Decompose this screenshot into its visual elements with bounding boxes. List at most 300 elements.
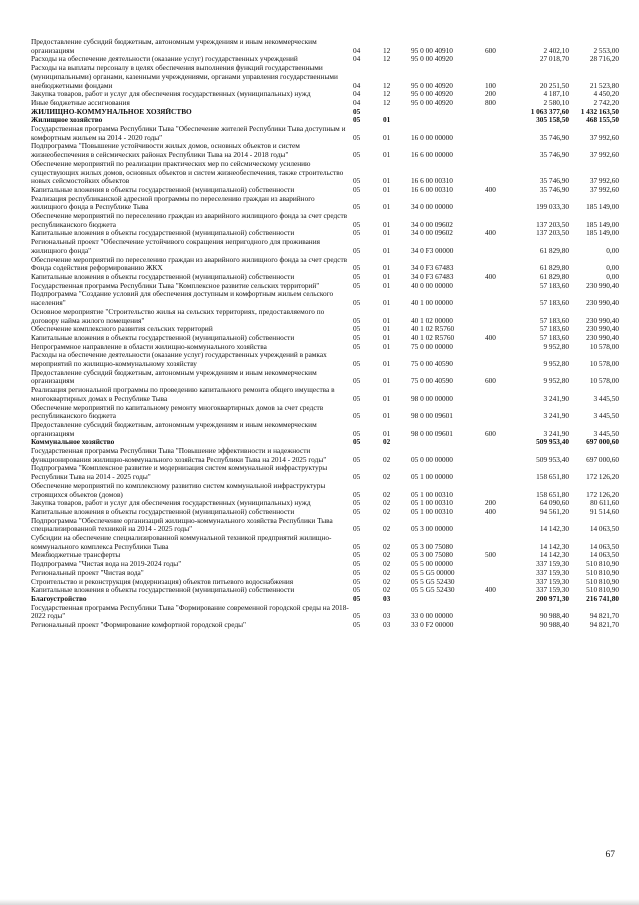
row-name: Государственная программа Республики Тыва "Комплексное развитие сельских территорий" bbox=[31, 281, 320, 290]
target-article-code: 34 0 00 09602 bbox=[411, 219, 453, 229]
target-article-code: 05 3 00 75080 bbox=[411, 551, 453, 560]
subsection-code: 01 bbox=[383, 428, 391, 438]
expense-type-code bbox=[485, 482, 519, 499]
row-name: Реализация республиканской адресной программы по переселению граждан из аварийного жилищного фонда в Республике Тыва bbox=[31, 194, 315, 212]
row-name: Расходы на обеспечение деятельности (оказание услуг) государственных учреждений в рамках мероприятий по жилищно-коммунальному хозяйству bbox=[31, 351, 327, 369]
amount-year-1: 337 159,30 bbox=[536, 560, 569, 569]
section-code: 05 bbox=[353, 438, 361, 447]
amount-year-2: 3 445,50 bbox=[593, 411, 619, 421]
section-code: 05 bbox=[353, 132, 361, 142]
subsection-code: 03 bbox=[383, 611, 391, 621]
amount-year-1: 35 746,90 bbox=[539, 150, 569, 160]
table-row bbox=[31, 282, 619, 291]
amount-year-2: 185 149,00 bbox=[586, 229, 619, 238]
amount-year-2: 697 000,60 bbox=[586, 438, 619, 447]
amount-year-1: 14 142,30 bbox=[539, 541, 569, 551]
subsection-code: 01 bbox=[383, 263, 391, 273]
subsection-code: 03 bbox=[383, 621, 391, 630]
table-row bbox=[31, 447, 619, 464]
amount-year-2: 510 810,90 bbox=[586, 586, 619, 595]
amount-year-1: 57 183,60 bbox=[539, 298, 569, 308]
row-name: Капитальные вложения в объекты государственной (муниципальной) собственности bbox=[31, 586, 295, 595]
amount-year-2: 37 992,60 bbox=[589, 150, 619, 160]
section-code: 05 bbox=[353, 621, 361, 630]
subsection-code: 01 bbox=[383, 185, 391, 194]
table-row bbox=[31, 238, 619, 255]
row-name: Государственная программа Республики Тыва "Повышение эффективности и надежности функционирования жилищно-коммунального хозяйства Республики Тыва на 2014 - 2025 годы" bbox=[31, 447, 327, 464]
table-row bbox=[31, 534, 619, 551]
expense-type-code bbox=[485, 560, 519, 569]
section-code: 05 bbox=[353, 245, 361, 255]
amount-year-2: 14 063,50 bbox=[589, 551, 619, 560]
amount-year-2: 14 063,50 bbox=[589, 541, 619, 551]
row-name: Государственная программа Республики Тыва "Обеспечение жителей Республики Тыва доступным и комфортным жильем на 2014 - 2020 годы" bbox=[31, 125, 346, 142]
page-number: 67 bbox=[605, 850, 615, 860]
expense-type-code: 600 bbox=[485, 428, 496, 438]
expense-type-code: 400 bbox=[485, 185, 496, 194]
section-code: 05 bbox=[353, 551, 361, 560]
target-article-code: 95 0 00 40920 bbox=[411, 80, 453, 90]
table-row bbox=[31, 125, 619, 142]
target-article-code: 05 3 00 75080 bbox=[411, 541, 453, 551]
table-row bbox=[31, 195, 619, 212]
row-name: Предоставление субсидий бюджетным, автономным учреждениям и иным некоммерческим организациям bbox=[31, 420, 317, 438]
expense-type-code bbox=[485, 343, 519, 352]
amount-year-1: 64 090,60 bbox=[539, 499, 569, 508]
row-name: Подпрограмма "Чистая вода на 2019-2024 годы" bbox=[31, 560, 182, 569]
table-row bbox=[31, 343, 619, 352]
amount-year-1: 3 241,90 bbox=[543, 393, 569, 403]
subsection-code: 01 bbox=[383, 376, 391, 386]
amount-year-2: 510 810,90 bbox=[586, 577, 619, 586]
expense-type-code bbox=[485, 212, 519, 229]
table-row bbox=[31, 386, 619, 403]
amount-year-2: 510 810,90 bbox=[586, 560, 619, 569]
expense-type-code bbox=[485, 256, 519, 273]
table-row bbox=[31, 499, 619, 508]
subsection-code: 01 bbox=[383, 176, 391, 186]
table-row bbox=[31, 308, 619, 325]
subsection-code: 02 bbox=[383, 472, 391, 482]
amount-year-1: 2 402,10 bbox=[543, 45, 569, 55]
target-article-code: 05 1 00 00310 bbox=[411, 489, 453, 499]
section-code: 05 bbox=[353, 359, 361, 369]
amount-year-2: 510 810,90 bbox=[586, 568, 619, 577]
target-article-code bbox=[411, 108, 485, 117]
expense-type-code: 200 bbox=[485, 90, 496, 99]
section-code: 05 bbox=[353, 577, 361, 586]
table-row bbox=[31, 99, 619, 108]
section-code: 05 bbox=[353, 281, 361, 290]
subsection-code: 01 bbox=[383, 333, 391, 342]
table-row bbox=[31, 90, 619, 99]
target-article-code: 05 5 G5 00000 bbox=[411, 568, 455, 577]
table-row bbox=[31, 421, 619, 438]
target-article-code: 40 1 02 R5760 bbox=[411, 325, 455, 334]
amount-year-1: 3 241,90 bbox=[543, 411, 569, 421]
budget-table bbox=[31, 38, 619, 630]
table-row bbox=[31, 551, 619, 560]
row-name: Капитальные вложения в объекты государственной (муниципальной) собственности bbox=[31, 507, 295, 516]
target-article-code: 34 0 00 00000 bbox=[411, 202, 453, 212]
amount-year-2: 10 578,00 bbox=[589, 359, 619, 369]
subsection-code: 02 bbox=[383, 577, 391, 586]
subsection-code: 12 bbox=[383, 45, 391, 55]
amount-year-1: 57 183,60 bbox=[539, 333, 569, 342]
subsection-code: 01 bbox=[383, 202, 391, 212]
expense-type-code bbox=[485, 404, 519, 421]
amount-year-2: 2 553,00 bbox=[593, 45, 619, 55]
amount-year-2: 4 450,20 bbox=[593, 90, 619, 99]
section-code: 04 bbox=[353, 98, 361, 107]
section-code: 05 bbox=[353, 411, 361, 421]
subsection-code: 01 bbox=[383, 325, 391, 334]
section-code: 05 bbox=[353, 428, 361, 438]
row-name: Государственная программа Республики Тыва "Формирование современной городской среды на 2018-2022 годы" bbox=[31, 603, 349, 621]
amount-year-1: 337 159,30 bbox=[536, 568, 569, 577]
row-name: Обеспечение мероприятий по переселению граждан из аварийного жилищного фонда за счет средств Фонда содействия реформированию ЖКХ bbox=[31, 255, 348, 273]
expense-type-code: 400 bbox=[485, 507, 496, 516]
expense-type-code: 600 bbox=[485, 45, 496, 55]
subsection-code: 01 bbox=[383, 132, 391, 142]
amount-year-2: 37 992,60 bbox=[589, 185, 619, 194]
section-code: 05 bbox=[353, 595, 361, 603]
amount-year-2: 37 992,60 bbox=[589, 132, 619, 142]
expense-type-code: 500 bbox=[485, 551, 496, 560]
section-code: 04 bbox=[353, 55, 361, 64]
expense-type-code: 400 bbox=[485, 229, 496, 238]
target-article-code: 16 6 00 00310 bbox=[411, 176, 453, 186]
section-code: 05 bbox=[353, 376, 361, 386]
subsection-code: 01 bbox=[383, 411, 391, 421]
expense-type-code bbox=[485, 290, 519, 307]
section-code: 05 bbox=[353, 472, 361, 482]
target-article-code: 05 3 00 00000 bbox=[411, 524, 453, 534]
amount-year-1: 35 746,90 bbox=[539, 176, 569, 186]
expense-type-code bbox=[485, 578, 519, 587]
expense-type-code bbox=[485, 238, 519, 255]
amount-year-2: 0,00 bbox=[606, 272, 619, 281]
target-article-code: 34 0 F3 00000 bbox=[411, 245, 454, 255]
target-article-code: 33 0 00 00000 bbox=[411, 611, 453, 621]
amount-year-1: 57 183,60 bbox=[539, 315, 569, 325]
amount-year-2: 185 149,00 bbox=[586, 219, 619, 229]
row-name: Субсидии на обеспечение специализированной коммунальной техникой предприятий жилищно-коммунального комплекса Республики Тыва bbox=[31, 534, 332, 551]
amount-year-1: 337 159,30 bbox=[536, 577, 569, 586]
section-code: 05 bbox=[353, 524, 361, 534]
target-article-code: 05 1 00 00310 bbox=[411, 499, 453, 508]
expense-type-code bbox=[485, 621, 519, 630]
table-row bbox=[31, 517, 619, 534]
amount-year-2: 230 990,40 bbox=[586, 281, 619, 290]
section-code: 05 bbox=[353, 454, 361, 464]
target-article-code: 05 5 00 00000 bbox=[411, 560, 453, 569]
row-name: Закупка товаров, работ и услуг для обеспечения государственных (муниципальных) нужд bbox=[31, 499, 311, 508]
amount-year-1: 35 746,90 bbox=[539, 132, 569, 142]
amount-year-1: 200 971,30 bbox=[536, 595, 569, 603]
section-code: 05 bbox=[353, 263, 361, 273]
section-code: 05 bbox=[353, 219, 361, 229]
target-article-code: 40 0 00 00000 bbox=[411, 281, 453, 290]
expense-type-code bbox=[485, 386, 519, 403]
subsection-code: 02 bbox=[383, 438, 391, 447]
target-article-code: 05 5 G5 52430 bbox=[411, 586, 455, 595]
amount-year-1: 137 203,50 bbox=[536, 229, 569, 238]
row-name: Капитальные вложения в объекты государственной (муниципальной) собственности bbox=[31, 185, 295, 194]
amount-year-1: 90 988,40 bbox=[539, 621, 569, 630]
subsection-code: 02 bbox=[383, 499, 391, 508]
amount-year-1: 2 580,10 bbox=[543, 98, 569, 107]
amount-year-2: 28 716,20 bbox=[589, 55, 619, 64]
row-name: Подпрограмма "Комплексное развитие и модернизация систем коммунальной инфраструктуры Республики Тыва на 2014 - 2025 годы" bbox=[31, 464, 328, 482]
amount-year-1: 509 953,40 bbox=[536, 454, 569, 464]
amount-year-2: 3 445,50 bbox=[593, 393, 619, 403]
subsection-code: 01 bbox=[383, 298, 391, 308]
target-article-code: 95 0 00 40920 bbox=[411, 98, 453, 107]
table-row bbox=[31, 578, 619, 587]
section-code: 05 bbox=[353, 333, 361, 342]
table-row bbox=[31, 404, 619, 421]
section-code: 05 bbox=[353, 568, 361, 577]
amount-year-1: 14 142,30 bbox=[539, 524, 569, 534]
expense-type-code bbox=[485, 464, 519, 481]
amount-year-2: 10 578,00 bbox=[589, 342, 619, 351]
section-code: 05 bbox=[353, 611, 361, 621]
subsection-code: 01 bbox=[383, 245, 391, 255]
subsection-code: 02 bbox=[383, 551, 391, 560]
row-name: Подпрограмма "Обеспечение организаций жилищно-коммунального хозяйства Республики Тыва специализированной техникой на 2014 - 2025 годы" bbox=[31, 516, 333, 534]
amount-year-2: 2 742,20 bbox=[593, 98, 619, 107]
expense-type-code bbox=[485, 116, 519, 125]
table-row bbox=[31, 38, 619, 55]
table-row bbox=[31, 212, 619, 229]
subsection-code: 01 bbox=[383, 272, 391, 281]
row-name: Подпрограмма "Повышение устойчивости жилых домов, основных объектов и систем жизнеобеспечения в сейсмических районах Республики Тыва на 2014 - 2018 годы" bbox=[31, 142, 300, 160]
row-name: Региональный проект "Чистая вода" bbox=[31, 568, 144, 577]
target-article-code: 40 1 00 00000 bbox=[411, 298, 453, 308]
table-row bbox=[31, 482, 619, 499]
section-code: 05 bbox=[353, 315, 361, 325]
amount-year-1: 137 203,50 bbox=[536, 219, 569, 229]
subsection-code: 02 bbox=[383, 454, 391, 464]
table-row bbox=[31, 256, 619, 273]
amount-year-2: 0,00 bbox=[606, 263, 619, 273]
expense-type-code bbox=[485, 282, 519, 291]
subsection-code: 02 bbox=[383, 568, 391, 577]
target-article-code: 95 0 00 40910 bbox=[411, 45, 453, 55]
amount-year-2: 94 821,70 bbox=[589, 621, 619, 630]
target-article-code: 34 0 F3 67483 bbox=[411, 272, 454, 281]
row-name: ЖИЛИЩНО-КОММУНАЛЬНОЕ ХОЗЯЙСТВО bbox=[31, 107, 192, 116]
row-name: Закупка товаров, работ и услуг для обеспечения государственных (муниципальных) нужд bbox=[31, 90, 311, 99]
amount-year-1: 3 241,90 bbox=[543, 428, 569, 438]
section-total-row bbox=[31, 116, 619, 125]
table-row bbox=[31, 464, 619, 481]
section-code: 04 bbox=[353, 90, 361, 99]
target-article-code: 40 1 02 00000 bbox=[411, 315, 453, 325]
target-article-code: 98 0 00 09601 bbox=[411, 428, 453, 438]
amount-year-2: 697 000,60 bbox=[586, 454, 619, 464]
amount-year-1: 158 651,80 bbox=[536, 472, 569, 482]
amount-year-1: 305 158,50 bbox=[536, 116, 569, 125]
section-code: 05 bbox=[353, 298, 361, 308]
target-article-code: 05 5 G5 52430 bbox=[411, 577, 455, 586]
row-name: Строительство и реконструкция (модернизация) объектов питьевого водоснабжения bbox=[31, 577, 294, 586]
amount-year-1: 199 033,30 bbox=[536, 202, 569, 212]
subsection-code: 02 bbox=[383, 586, 391, 595]
subsection-code: 12 bbox=[383, 80, 391, 90]
amount-year-2: 3 445,50 bbox=[593, 428, 619, 438]
table-row bbox=[31, 334, 619, 343]
expense-type-code bbox=[485, 142, 519, 159]
row-name: Предоставление субсидий бюджетным, автономным учреждениям и иным некоммерческим организациям bbox=[31, 38, 317, 55]
section-code: 05 bbox=[353, 586, 361, 595]
row-name: Жилищное хозяйство bbox=[31, 116, 103, 125]
expense-type-code bbox=[485, 325, 519, 334]
row-name: Капитальные вложения в объекты государственной (муниципальной) собственности bbox=[31, 333, 295, 342]
target-article-code: 34 0 F3 67483 bbox=[411, 263, 454, 273]
amount-year-2: 80 611,60 bbox=[590, 499, 619, 508]
table-row bbox=[31, 325, 619, 334]
amount-year-2: 37 992,60 bbox=[589, 176, 619, 186]
table-row bbox=[31, 569, 619, 578]
expense-type-code bbox=[485, 351, 519, 368]
target-article-code: 98 0 00 09601 bbox=[411, 411, 453, 421]
amount-year-1: 337 159,30 bbox=[536, 586, 569, 595]
subsection-code: 01 bbox=[383, 219, 391, 229]
row-name: Обеспечение комплексного развития сельских территорий bbox=[31, 325, 213, 334]
table-row bbox=[31, 369, 619, 386]
target-article-code: 75 0 00 40590 bbox=[411, 376, 453, 386]
section-code: 04 bbox=[353, 45, 361, 55]
row-name: Предоставление субсидий бюджетным, автономным учреждениям и иным некоммерческим организациям bbox=[31, 368, 317, 386]
amount-year-1: 61 829,80 bbox=[539, 263, 569, 273]
amount-year-1: 4 187,10 bbox=[543, 90, 569, 99]
expense-type-code bbox=[485, 195, 519, 212]
amount-year-2: 172 126,20 bbox=[586, 472, 619, 482]
section-code: 05 bbox=[353, 560, 361, 569]
expense-type-code: 100 bbox=[485, 80, 496, 90]
subsection-code: 01 bbox=[383, 116, 391, 125]
target-article-code: 16 6 00 00000 bbox=[411, 150, 453, 160]
amount-year-1: 94 561,20 bbox=[539, 507, 569, 516]
subsection-code: 12 bbox=[383, 98, 391, 107]
amount-year-1: 90 988,40 bbox=[539, 611, 569, 621]
expense-type-code bbox=[485, 438, 519, 447]
subsection-code: 03 bbox=[383, 595, 391, 603]
expense-type-code bbox=[485, 534, 519, 551]
section-code: 05 bbox=[353, 116, 361, 125]
table-row bbox=[31, 273, 619, 282]
section-code: 05 bbox=[353, 229, 361, 238]
amount-year-1: 27 018,70 bbox=[539, 55, 569, 64]
table-row bbox=[31, 351, 619, 368]
table-row bbox=[31, 586, 619, 595]
target-article-code: 05 0 00 00000 bbox=[411, 454, 453, 464]
amount-year-2: 21 523,80 bbox=[589, 80, 619, 90]
budget-table-body bbox=[31, 38, 619, 630]
section-code: 05 bbox=[353, 541, 361, 551]
target-article-code bbox=[411, 116, 485, 125]
table-row bbox=[31, 604, 619, 621]
section-total-row bbox=[31, 108, 619, 117]
expense-type-code bbox=[485, 595, 519, 604]
subsection-code: 12 bbox=[383, 55, 391, 64]
section-code: 05 bbox=[353, 272, 361, 281]
target-article-code: 40 1 02 R5760 bbox=[411, 333, 455, 342]
section-code: 04 bbox=[353, 80, 361, 90]
expense-type-code bbox=[485, 125, 519, 142]
section-code: 05 bbox=[353, 202, 361, 212]
amount-year-2: 230 990,40 bbox=[586, 298, 619, 308]
row-name: Иные бюджетные ассигнования bbox=[31, 98, 130, 107]
amount-year-1: 20 251,50 bbox=[539, 80, 569, 90]
expense-type-code: 400 bbox=[485, 586, 496, 595]
row-name: Непрограммное направление в области жилищно-коммунального хозяйства bbox=[31, 342, 267, 351]
amount-year-1: 57 183,60 bbox=[539, 325, 569, 334]
target-article-code: 16 6 00 00310 bbox=[411, 185, 453, 194]
amount-year-1: 61 829,80 bbox=[539, 272, 569, 281]
row-name: Расходы на выплаты персоналу в целях обеспечения выполнения функций государственными (муниципальными) органами, казенными учреждениями, органами управления государственными внебюджетными фондами bbox=[31, 64, 338, 90]
section-code: 05 bbox=[353, 107, 361, 116]
target-article-code bbox=[411, 595, 485, 604]
subsection-code: 02 bbox=[383, 507, 391, 516]
expense-type-code bbox=[485, 308, 519, 325]
amount-year-2: 230 990,40 bbox=[586, 315, 619, 325]
expense-type-code bbox=[485, 569, 519, 578]
amount-year-1: 14 142,30 bbox=[539, 551, 569, 560]
amount-year-2: 230 990,40 bbox=[586, 325, 619, 334]
table-row bbox=[31, 186, 619, 195]
section-code: 05 bbox=[353, 342, 361, 351]
amount-year-1: 9 952,80 bbox=[543, 376, 569, 386]
row-name: Благоустройство bbox=[31, 595, 87, 603]
section-total-row bbox=[31, 595, 619, 604]
row-name: Обеспечение мероприятий по реализации практических мер по сейсмическому усилению существующих жилых домов, основных объектов и систем жизнеобеспечения, также строительство новых сейсмостойких объектов bbox=[31, 159, 344, 186]
section-code: 05 bbox=[353, 393, 361, 403]
section-code: 05 bbox=[353, 150, 361, 160]
row-name: Коммунальное хозяйство bbox=[31, 438, 115, 447]
amount-year-2: 91 514,60 bbox=[589, 507, 619, 516]
amount-year-2: 94 821,70 bbox=[589, 611, 619, 621]
amount-year-2: 172 126,20 bbox=[586, 489, 619, 499]
section-code: 05 bbox=[353, 176, 361, 186]
table-row bbox=[31, 142, 619, 159]
amount-year-1: 35 746,90 bbox=[539, 185, 569, 194]
expense-type-code: 800 bbox=[485, 98, 496, 107]
amount-year-2: 185 149,00 bbox=[586, 202, 619, 212]
section-code: 05 bbox=[353, 499, 361, 508]
target-article-code: 05 1 00 00310 bbox=[411, 507, 453, 516]
subsection-code: 01 bbox=[383, 150, 391, 160]
section-code: 05 bbox=[353, 507, 361, 516]
table-row bbox=[31, 621, 619, 630]
amount-year-2: 10 578,00 bbox=[589, 376, 619, 386]
section-code: 05 bbox=[353, 185, 361, 194]
table-row bbox=[31, 290, 619, 307]
amount-year-2: 230 990,40 bbox=[586, 333, 619, 342]
section-total-row bbox=[31, 438, 619, 447]
expense-type-code: 600 bbox=[485, 376, 496, 386]
table-row bbox=[31, 229, 619, 238]
document-page bbox=[31, 38, 619, 630]
subsection-code: 02 bbox=[383, 524, 391, 534]
row-name: Обеспечение мероприятий по переселению граждан из аварийного жилищного фонда за счет средств республиканского бюджета bbox=[31, 212, 348, 229]
subsection-code: 02 bbox=[383, 541, 391, 551]
subsection-code: 01 bbox=[383, 393, 391, 403]
target-article-code: 05 1 00 00000 bbox=[411, 472, 453, 482]
amount-year-1: 1 063 377,60 bbox=[530, 107, 569, 116]
